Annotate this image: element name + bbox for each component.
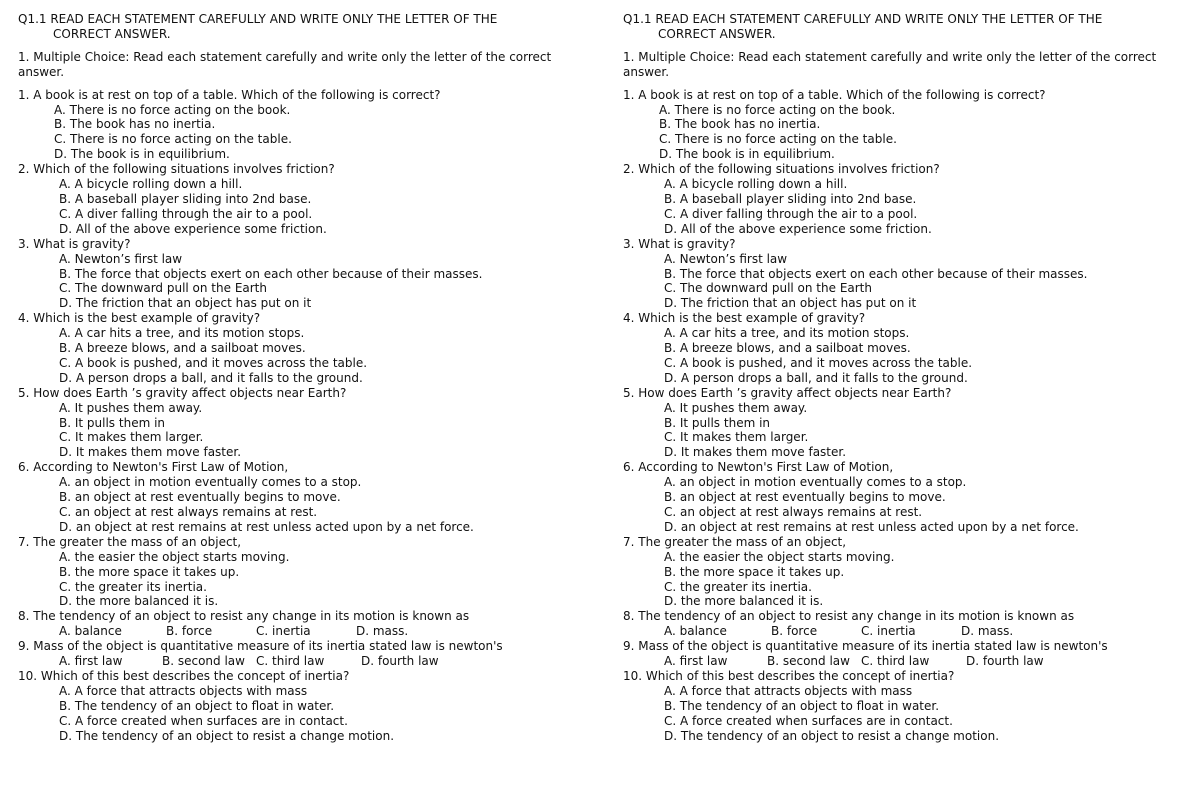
answer-option: B. It pulls them in xyxy=(664,415,771,430)
answer-option: A. A car hits a tree, and its motion stops. xyxy=(664,326,910,341)
worksheet-copy-left xyxy=(18,12,578,744)
answer-option: C. A diver falling through the air to a pool. xyxy=(664,206,918,221)
question-7-text: 7. The greater the mass of an object, xyxy=(18,534,242,549)
answer-option: C. an object at rest always remains at rest. xyxy=(664,505,923,519)
question-9-text: 9. Mass of the object is quantitative measure of its inertia stated law is newton's xyxy=(623,639,1108,654)
answer-option: C. There is no force acting on the table. xyxy=(54,132,292,147)
question-6-text: 6. According to Newton's First Law of Motion, xyxy=(18,460,289,475)
answer-option: B. the more space it takes up. xyxy=(59,564,240,579)
question-10-text: 10. Which of this best describes the concept of inertia? xyxy=(18,668,350,683)
answer-option: D. The book is in equilibrium. xyxy=(659,147,835,162)
answer-option: A. A force that attracts objects with mass xyxy=(664,683,913,698)
answer-option: B. A breeze blows, and a sailboat moves. xyxy=(664,341,911,356)
answer-option: D. The friction that an object has put on it xyxy=(59,296,312,311)
instructions: 1. Multiple Choice: Read each statement carefully and write only the letter of the correct answer. xyxy=(18,49,552,79)
answer-option: B. It pulls them in xyxy=(59,415,166,430)
answer-option: C. It makes them larger. xyxy=(664,430,809,445)
answer-option: D. mass. xyxy=(356,624,409,639)
answer-option: D. the more balanced it is. xyxy=(59,594,219,609)
answer-option: A. the easier the object starts moving. xyxy=(664,549,895,564)
answer-option: A. first law xyxy=(59,654,123,669)
answer-option: D. The book is in equilibrium. xyxy=(54,147,230,162)
question-list xyxy=(18,88,578,610)
answer-option: C. A book is pushed, and it moves across the table. xyxy=(664,355,973,370)
answer-option: B. an object at rest eventually begins to move. xyxy=(59,490,341,505)
answer-option: A. There is no force acting on the book. xyxy=(659,102,896,117)
question-5-text: 5. How does Earth ’s gravity affect objects near Earth? xyxy=(623,385,952,400)
answer-option: D. fourth law xyxy=(966,654,1044,669)
answer-option: C. inertia xyxy=(861,624,916,639)
question-10-text: 10. Which of this best describes the concept of inertia? xyxy=(623,668,955,683)
header-title-continued: CORRECT ANSWER. xyxy=(658,26,776,41)
answer-option: D. A person drops a ball, and it falls to the ground. xyxy=(664,370,968,385)
answer-option: C. There is no force acting on the table. xyxy=(659,132,897,147)
question-9-text: 9. Mass of the object is quantitative measure of its inertia stated law is newton's xyxy=(18,639,503,654)
question-8-options xyxy=(623,624,1183,639)
question-8-text: 8. The tendency of an object to resist any change in its motion is known as xyxy=(18,609,470,624)
answer-option: A. A force that attracts objects with mass xyxy=(59,683,308,698)
answer-option: D. The tendency of an object to resist a change motion. xyxy=(59,728,395,743)
answer-option: A. an object in motion eventually comes to a stop. xyxy=(59,475,362,490)
answer-option: A. A bicycle rolling down a hill. xyxy=(664,177,848,192)
answer-option: D. the more balanced it is. xyxy=(664,594,824,609)
question-9-options xyxy=(623,654,1183,669)
question-2-text: 2. Which of the following situations involves friction? xyxy=(18,162,335,177)
answer-option: A. balance xyxy=(664,624,727,639)
answer-option: C. inertia xyxy=(256,624,311,639)
header-title: Q1.1 READ EACH STATEMENT CAREFULLY AND WRITE ONLY THE LETTER OF THE xyxy=(18,12,498,26)
answer-option: B. force xyxy=(771,624,818,639)
answer-option: B. The tendency of an object to float in water. xyxy=(59,698,335,713)
answer-option: A. A car hits a tree, and its motion stops. xyxy=(59,326,305,341)
answer-option: C. It makes them larger. xyxy=(59,430,204,445)
answer-option: D. It makes them move faster. xyxy=(59,445,242,460)
answer-option: A. first law xyxy=(664,654,728,669)
answer-option: B. the more space it takes up. xyxy=(664,564,845,579)
question-3-text: 3. What is gravity? xyxy=(623,236,736,251)
answer-option: D. All of the above experience some friction. xyxy=(664,221,932,236)
answer-option: C. the greater its inertia. xyxy=(59,579,207,594)
instructions: 1. Multiple Choice: Read each statement carefully and write only the letter of the correct answer. xyxy=(623,49,1157,79)
answer-option: C. third law xyxy=(256,654,325,669)
answer-option: A. balance xyxy=(59,624,122,639)
answer-option: B. A baseball player sliding into 2nd base. xyxy=(664,191,917,206)
header-title-continued: CORRECT ANSWER. xyxy=(53,26,171,41)
answer-option: B. A breeze blows, and a sailboat moves. xyxy=(59,341,306,356)
answer-option: D. All of the above experience some friction. xyxy=(59,221,327,236)
question-1-text: 1. A book is at rest on top of a table. Which of the following is correct? xyxy=(623,87,1046,102)
question-7-text: 7. The greater the mass of an object, xyxy=(623,534,847,549)
answer-option: A. It pushes them away. xyxy=(59,400,203,415)
answer-option: C. A book is pushed, and it moves across the table. xyxy=(59,355,368,370)
answer-option: C. A force created when surfaces are in contact. xyxy=(59,713,348,728)
answer-option: D. an object at rest remains at rest unless acted upon by a net force. xyxy=(59,519,474,534)
answer-option: B. force xyxy=(166,624,213,639)
answer-option: D. It makes them move faster. xyxy=(664,445,847,460)
question-3-text: 3. What is gravity? xyxy=(18,236,131,251)
question-9-options xyxy=(18,654,578,669)
answer-option: A. Newton’s first law xyxy=(59,251,183,266)
answer-option: D. an object at rest remains at rest unless acted upon by a net force. xyxy=(664,519,1079,534)
answer-option: A. A bicycle rolling down a hill. xyxy=(59,177,243,192)
answer-option: A. It pushes them away. xyxy=(664,400,808,415)
answer-option: B. second law xyxy=(767,654,850,669)
answer-option: C. The downward pull on the Earth xyxy=(664,281,872,296)
answer-option: C. A diver falling through the air to a pool. xyxy=(59,206,313,221)
question-list xyxy=(623,88,1183,610)
answer-option: A. Newton’s first law xyxy=(664,251,788,266)
question-4-text: 4. Which is the best example of gravity? xyxy=(18,311,261,326)
question-8-options xyxy=(18,624,578,639)
worksheet-copy-right xyxy=(623,12,1183,744)
answer-option: B. The tendency of an object to float in water. xyxy=(664,698,940,713)
answer-option: B. The force that objects exert on each other because of their masses. xyxy=(59,266,483,281)
answer-option: D. mass. xyxy=(961,624,1014,639)
answer-option: B. The force that objects exert on each other because of their masses. xyxy=(664,266,1088,281)
answer-option: D. The friction that an object has put on it xyxy=(664,296,917,311)
answer-option: B. second law xyxy=(162,654,245,669)
answer-option: C. third law xyxy=(861,654,930,669)
answer-option: A. the easier the object starts moving. xyxy=(59,549,290,564)
answer-option: B. A baseball player sliding into 2nd base. xyxy=(59,191,312,206)
answer-option: B. The book has no inertia. xyxy=(54,117,216,132)
answer-option: C. an object at rest always remains at rest. xyxy=(59,505,318,519)
answer-option: A. an object in motion eventually comes to a stop. xyxy=(664,475,967,490)
question-1-text: 1. A book is at rest on top of a table. Which of the following is correct? xyxy=(18,87,441,102)
answer-option: C. A force created when surfaces are in contact. xyxy=(664,713,953,728)
answer-option: C. the greater its inertia. xyxy=(664,579,812,594)
header-title: Q1.1 READ EACH STATEMENT CAREFULLY AND WRITE ONLY THE LETTER OF THE xyxy=(623,12,1103,26)
question-2-text: 2. Which of the following situations involves friction? xyxy=(623,162,940,177)
question-5-text: 5. How does Earth ’s gravity affect objects near Earth? xyxy=(18,385,347,400)
answer-option: D. The tendency of an object to resist a change motion. xyxy=(664,728,1000,743)
question-6-text: 6. According to Newton's First Law of Motion, xyxy=(623,460,894,475)
answer-option: C. The downward pull on the Earth xyxy=(59,281,267,296)
question-8-text: 8. The tendency of an object to resist any change in its motion is known as xyxy=(623,609,1075,624)
answer-option: D. fourth law xyxy=(361,654,439,669)
answer-option: A. There is no force acting on the book. xyxy=(54,102,291,117)
answer-option: B. an object at rest eventually begins to move. xyxy=(664,490,946,505)
answer-option: D. A person drops a ball, and it falls to the ground. xyxy=(59,370,363,385)
answer-option: B. The book has no inertia. xyxy=(659,117,821,132)
question-4-text: 4. Which is the best example of gravity? xyxy=(623,311,866,326)
